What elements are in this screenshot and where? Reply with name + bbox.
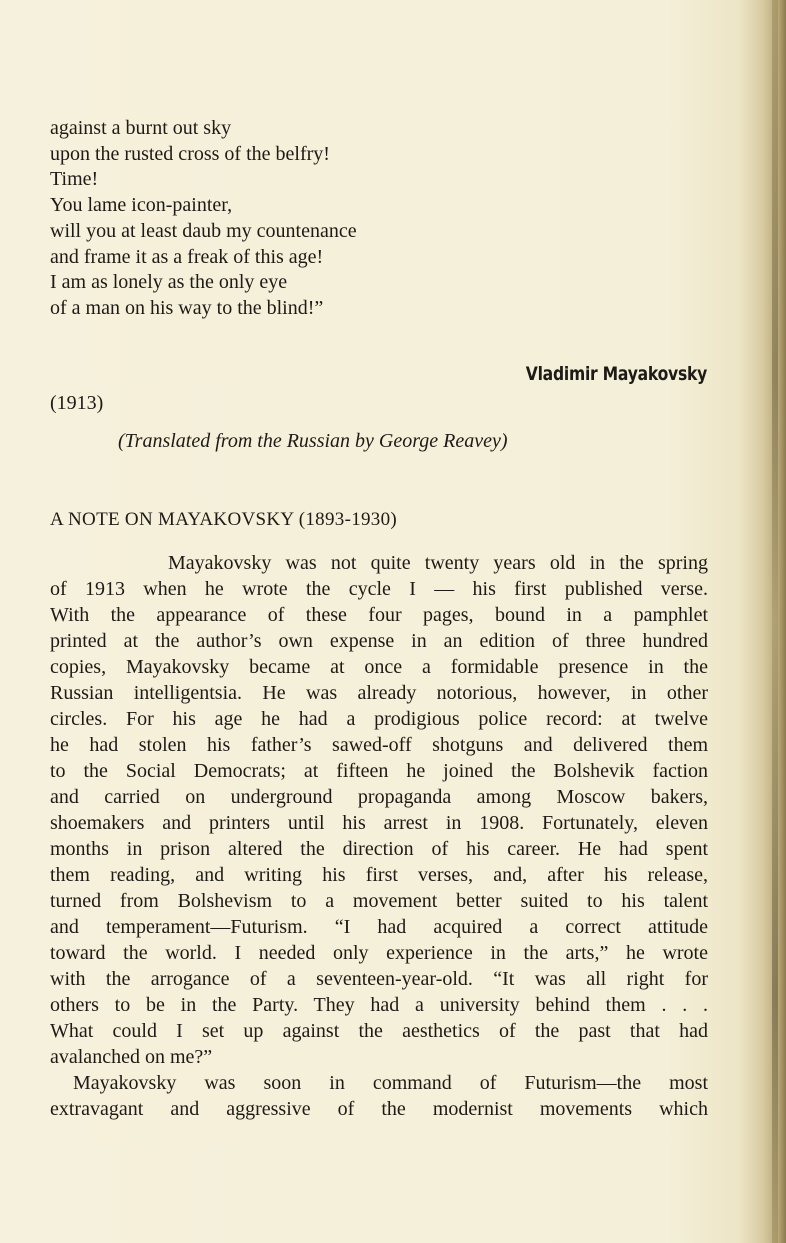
body-line: to the Social Democrats; at fifteen he joined the Bolshevik faction [50, 760, 708, 782]
body-line: and temperament—Futurism. “I had acquired a correct attitude [50, 916, 708, 938]
body-line: he had stolen his father’s sawed-off shotguns and delivered them [50, 734, 708, 756]
section-heading: A NOTE ON MAYAKOVSKY (1893-1930) [50, 509, 398, 530]
poem-author: Vladimir Mayakovsky [525, 363, 707, 385]
body-line: turned from Bolshevism to a movement better suited to his talent [50, 890, 708, 912]
body-line: extravagant and aggressive of the modernist movements which [50, 1098, 708, 1120]
body-line: Mayakovsky was not quite twenty years old in the spring [168, 552, 708, 574]
body-line: months in prison altered the direction of his career. He had spent [50, 838, 708, 860]
poem-line: will you at least daub my countenance [50, 219, 357, 242]
page-edge-shadow [772, 0, 778, 1243]
poem-line: against a burnt out sky [50, 117, 232, 139]
poem-line: Time! [50, 168, 99, 191]
body-line: toward the world. I needed only experience in the arts,” he wrote [50, 942, 708, 964]
body-line: and carried on underground propaganda among Moscow bakers, [50, 786, 708, 808]
body-line: With the appearance of these four pages, bound in a pamphlet [50, 604, 708, 626]
body-line: Mayakovsky was soon in command of Futurism—the most [73, 1072, 708, 1094]
body-line: shoemakers and printers until his arrest in 1908. Fortunately, eleven [50, 812, 708, 834]
body-line: printed at the author’s own expense in an edition of three hundred [50, 630, 708, 652]
poem-line: You lame icon-painter, [50, 194, 233, 217]
body-line: copies, Mayakovsky became at once a formidable presence in the [50, 656, 708, 678]
poem-line: upon the rusted cross of the belfry! [50, 142, 330, 165]
poem-line: of a man on his way to the blind!” [50, 296, 324, 319]
poem-line: and frame it as a freak of this age! [50, 245, 324, 268]
translation-note: (Translated from the Russian by George Reavey) [118, 430, 508, 452]
body-line: circles. For his age he had a prodigious police record: at twelve [50, 708, 708, 730]
body-line: with the arrogance of a seventeen-year-old. “It was all right for [50, 968, 708, 990]
body-line: What could I set up against the aesthetics of the past that had [50, 1020, 708, 1042]
body-line: others to be in the Party. They had a university behind them . . . [50, 994, 708, 1016]
body-line: them reading, and writing his first verses, and, after his release, [50, 864, 708, 886]
body-line: avalanched on me?” [50, 1046, 213, 1068]
poem-line: I am as lonely as the only eye [50, 271, 288, 294]
body-line: Russian intelligentsia. He was already notorious, however, in other [50, 682, 708, 704]
poem-year: (1913) [50, 392, 104, 414]
body-line: of 1913 when he wrote the cycle I — his first published verse. [50, 578, 708, 600]
